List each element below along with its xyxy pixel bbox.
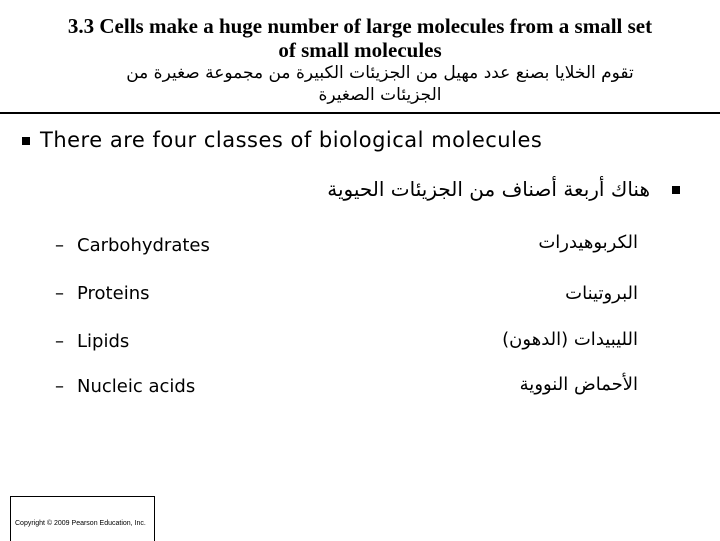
dash-bullet: – <box>55 235 64 256</box>
list-item-arabic: الكربوهيدرات <box>538 232 638 253</box>
title-divider <box>0 112 720 114</box>
title-english <box>0 14 720 62</box>
title-line-2: of small molecules <box>278 38 442 62</box>
dash-bullet: – <box>55 331 64 352</box>
list-item-arabic: الليبيدات (الدهون) <box>502 329 638 350</box>
title-line-1: 3.3 Cells make a huge number of large molecules from a small set <box>67 14 653 38</box>
square-bullet-icon <box>672 186 680 194</box>
footer-frame <box>10 496 155 541</box>
square-bullet-icon <box>22 137 30 145</box>
title-arabic <box>60 62 700 106</box>
title-arabic-line-1: تقوم الخلايا بصنع عدد مهيل من الجزيئات الكبيرة من مجموعة صغيرة من <box>126 63 634 83</box>
main-point-english: There are four classes of biological molecules <box>40 128 543 152</box>
list-item-label: Lipids <box>77 331 130 352</box>
list-item-label: Nucleic acids <box>77 376 196 397</box>
title-arabic-line-2: الجزيئات الصغيرة <box>318 85 442 105</box>
dash-bullet: – <box>55 283 64 304</box>
list-item-arabic: الأحماض النووية <box>519 374 638 395</box>
list-item-arabic: البروتينات <box>565 283 638 304</box>
list-item-label: Proteins <box>77 283 150 304</box>
main-point-arabic: هناك أربعة أصناف من الجزيئات الحيوية <box>327 177 650 201</box>
list-item-english <box>55 375 195 399</box>
list-item-english <box>55 234 210 258</box>
list-item-english <box>55 282 149 306</box>
list-item-label: Carbohydrates <box>77 235 210 256</box>
dash-bullet: – <box>55 376 64 397</box>
list-item-english <box>55 330 129 354</box>
copyright-footer: Copyright © 2009 Pearson Education, Inc. <box>15 520 146 527</box>
